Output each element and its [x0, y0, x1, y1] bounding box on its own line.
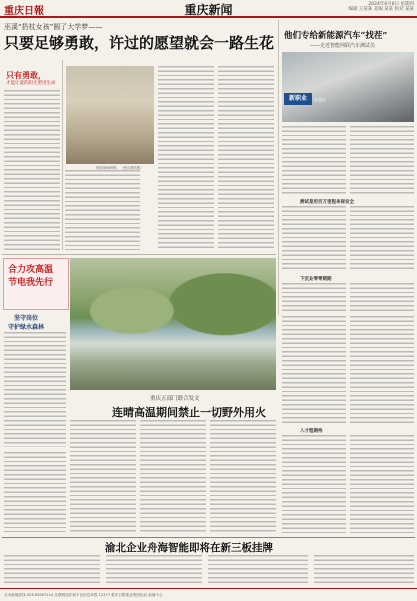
bottom-body-col-4	[314, 555, 414, 585]
right-subhead-3: 入才程期待	[300, 429, 323, 434]
lead-body-col-3	[158, 66, 214, 250]
bottom-headline: 渝北企业舟海智能即将在新三板挂牌	[105, 542, 273, 554]
newspaper-logo: 重庆日報	[4, 6, 44, 17]
lead-headline: 只要足够勇敢，许过的愿望就会一路生花	[4, 34, 275, 52]
lead-body-col-1	[4, 90, 60, 250]
right-body-col-1	[282, 126, 346, 196]
right-body-col-3	[282, 206, 346, 272]
bottom-body-col-1	[4, 555, 100, 585]
bottom-body-col-2	[106, 555, 202, 585]
photo-body-col-2	[140, 420, 206, 532]
divider	[2, 254, 276, 255]
footer	[0, 588, 417, 601]
footer-text: 全市新闻热线 023-63907114 互联网违法和不良信息举报 12377 重庆日报报业集团出品 新闻中心	[4, 593, 163, 597]
divider	[278, 20, 279, 315]
right-body-col-4	[350, 206, 414, 272]
photo-story-headline: 连晴高温期间禁止一切野外用火	[112, 406, 266, 419]
right-body-col-9	[282, 435, 346, 533]
section-title: 重庆新闻	[184, 3, 233, 17]
right-body-col-7	[282, 316, 346, 426]
lead-body-col-2	[65, 170, 140, 250]
new-occupation-badge: 新职业	[284, 93, 312, 105]
divider	[2, 537, 415, 538]
right-headline: 他们专给新能源汽车“找茬”	[284, 31, 388, 41]
right-body-col-10	[350, 435, 414, 533]
bottom-body-col-3	[208, 555, 308, 585]
right-subhead-2: 下沉业零零期期	[300, 277, 332, 282]
left-body-2	[4, 452, 66, 532]
lead-kicker: 巫溪“扔杖女孩”圆了大学梦——	[4, 23, 103, 31]
date-line: 2024年6月6日 星期四	[368, 2, 414, 7]
right-subhead-1: 测试是用百万里程来保安全	[300, 200, 354, 205]
lead-body-col-4	[218, 66, 274, 250]
meta-line: 编辑 王某某 美编 某某 校对 某某	[348, 7, 414, 12]
right-body-col-2	[350, 126, 414, 196]
left-subtitle-1: 坚守岗位	[14, 315, 39, 322]
date-info	[320, 2, 414, 12]
campaign-title-1: 合力攻高温	[8, 265, 54, 275]
lead-sidebar-title-1: 只有勇敢，	[6, 70, 46, 80]
lead-photo	[66, 66, 154, 164]
photo-body-col-3	[210, 420, 276, 532]
left-subtitle-2: 守护绿水森林	[8, 324, 45, 331]
lead-photo-caption: 何若何和妈妈。（受访者供图）	[96, 166, 144, 170]
river-photo	[70, 258, 276, 390]
divider	[62, 60, 63, 250]
campaign-title-2: 节电我先行	[8, 278, 54, 288]
right-body-col-8	[350, 316, 414, 426]
lead-sidebar-title-2: 才能让爱的阳光照进生命	[6, 81, 56, 86]
right-subhead: ——走近智能网联汽车测试员	[310, 43, 376, 49]
right-body-col-5	[282, 283, 346, 311]
photo-story-kicker: 重庆五部门联合发文	[150, 396, 200, 402]
photo-body-col-1	[70, 420, 136, 532]
badge-sub: 在重庆	[314, 97, 326, 102]
left-body	[4, 332, 66, 447]
right-photo	[282, 52, 414, 122]
right-body-col-6	[350, 283, 414, 311]
